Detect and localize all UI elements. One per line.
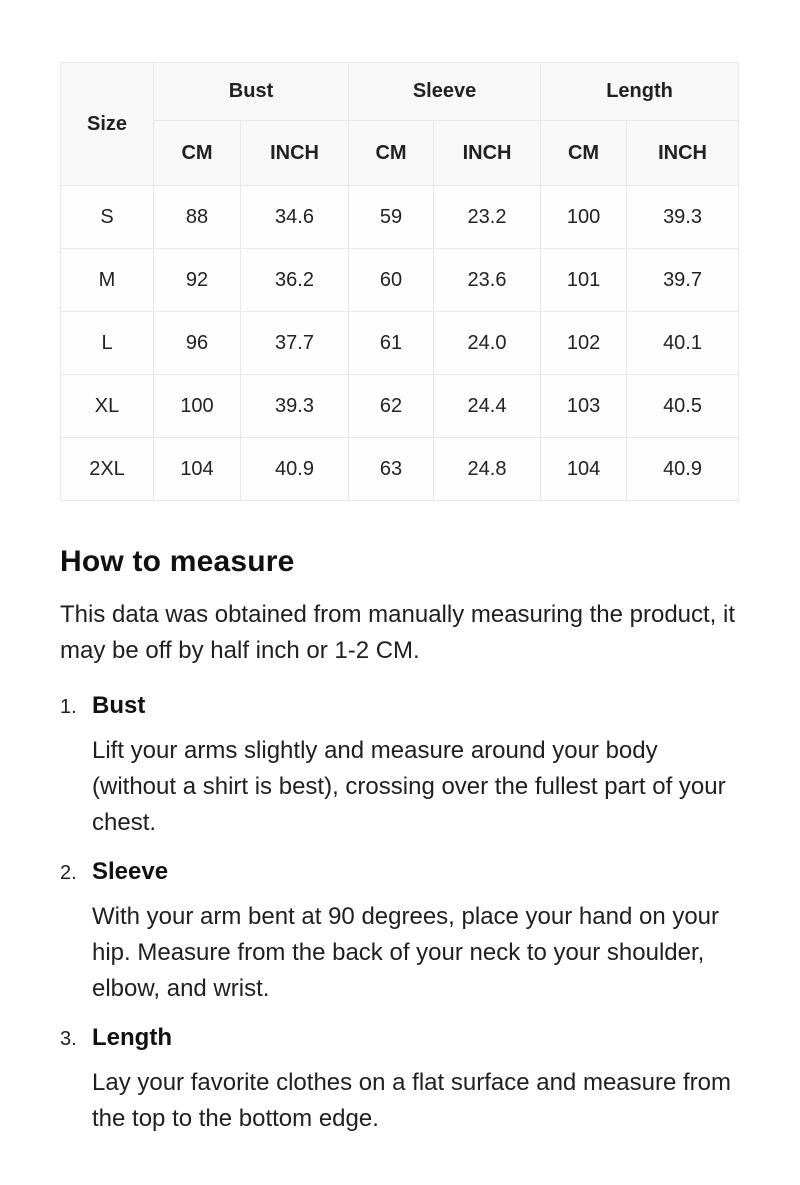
length-inch-value: 40.1 xyxy=(627,312,739,375)
step-title-sleeve: Sleeve xyxy=(92,858,169,885)
sleeve-cm-value: 61 xyxy=(349,312,434,375)
size-column-header: Size xyxy=(61,63,154,186)
step-number: 1. xyxy=(60,696,77,718)
list-item-sleeve xyxy=(60,857,740,1007)
table-row-2xl xyxy=(61,438,739,501)
bust-cm-value: 100 xyxy=(154,375,241,438)
sleeve-cm-header: CM xyxy=(349,121,434,186)
list-item-bust xyxy=(60,691,740,841)
sleeve-cm-value: 60 xyxy=(349,249,434,312)
table-row-l xyxy=(61,312,739,375)
bust-cm-value: 92 xyxy=(154,249,241,312)
step-description-sleeve: With your arm bent at 90 degrees, place your hand on your hip. Measure from the back of your neck to your shoulder, elbow, and wrist. xyxy=(92,903,720,1002)
size-label: 2XL xyxy=(61,438,154,501)
sleeve-group-header: Sleeve xyxy=(349,63,541,121)
measure-disclaimer-text: This data was obtained from manually measuring the product, it may be off by half inch or 1-2 CM. xyxy=(60,601,736,664)
bust-inch-value: 37.7 xyxy=(241,312,349,375)
bust-inch-value: 36.2 xyxy=(241,249,349,312)
length-inch-value: 40.9 xyxy=(627,438,739,501)
step-number: 2. xyxy=(60,862,77,884)
length-cm-value: 102 xyxy=(541,312,627,375)
sleeve-cm-value: 63 xyxy=(349,438,434,501)
length-inch-value: 39.3 xyxy=(627,186,739,249)
sleeve-inch-value: 24.8 xyxy=(434,438,541,501)
step-number: 3. xyxy=(60,1028,77,1050)
step-description-bust: Lift your arms slightly and measure around your body (without a shirt is best), crossing over the fullest part of your chest. xyxy=(92,737,726,836)
size-label: S xyxy=(61,186,154,249)
bust-cm-value: 88 xyxy=(154,186,241,249)
size-chart-table xyxy=(60,62,739,501)
step-title-bust: Bust xyxy=(92,692,146,719)
bust-cm-value: 104 xyxy=(154,438,241,501)
table-row-s xyxy=(61,186,739,249)
length-cm-value: 104 xyxy=(541,438,627,501)
sleeve-inch-value: 24.0 xyxy=(434,312,541,375)
step-description-length: Lay your favorite clothes on a flat surface and measure from the top to the bottom edge. xyxy=(92,1069,731,1132)
step-title-length: Length xyxy=(92,1024,172,1051)
length-cm-value: 103 xyxy=(541,375,627,438)
length-cm-header: CM xyxy=(541,121,627,186)
bust-inch-value: 40.9 xyxy=(241,438,349,501)
sleeve-cm-value: 59 xyxy=(349,186,434,249)
length-group-header: Length xyxy=(541,63,739,121)
list-item-length xyxy=(60,1023,740,1137)
sleeve-inch-value: 23.2 xyxy=(434,186,541,249)
measure-steps-list xyxy=(60,691,740,1137)
bust-cm-header: CM xyxy=(154,121,241,186)
length-inch-value: 40.5 xyxy=(627,375,739,438)
bust-inch-header: INCH xyxy=(241,121,349,186)
sleeve-cm-value: 62 xyxy=(349,375,434,438)
length-inch-value: 39.7 xyxy=(627,249,739,312)
size-label: XL xyxy=(61,375,154,438)
bust-inch-value: 34.6 xyxy=(241,186,349,249)
sleeve-inch-header: INCH xyxy=(434,121,541,186)
bust-cm-value: 96 xyxy=(154,312,241,375)
table-row-xl xyxy=(61,375,739,438)
bust-inch-value: 39.3 xyxy=(241,375,349,438)
length-cm-value: 100 xyxy=(541,186,627,249)
step-body xyxy=(92,691,740,841)
size-label: L xyxy=(61,312,154,375)
bust-group-header: Bust xyxy=(154,63,349,121)
size-label: M xyxy=(61,249,154,312)
how-to-measure-title: How to measure xyxy=(60,545,295,578)
step-body xyxy=(92,1023,740,1137)
length-cm-value: 101 xyxy=(541,249,627,312)
length-inch-header: INCH xyxy=(627,121,739,186)
table-row-m xyxy=(61,249,739,312)
sleeve-inch-value: 23.6 xyxy=(434,249,541,312)
sleeve-inch-value: 24.4 xyxy=(434,375,541,438)
step-body xyxy=(92,857,740,1007)
